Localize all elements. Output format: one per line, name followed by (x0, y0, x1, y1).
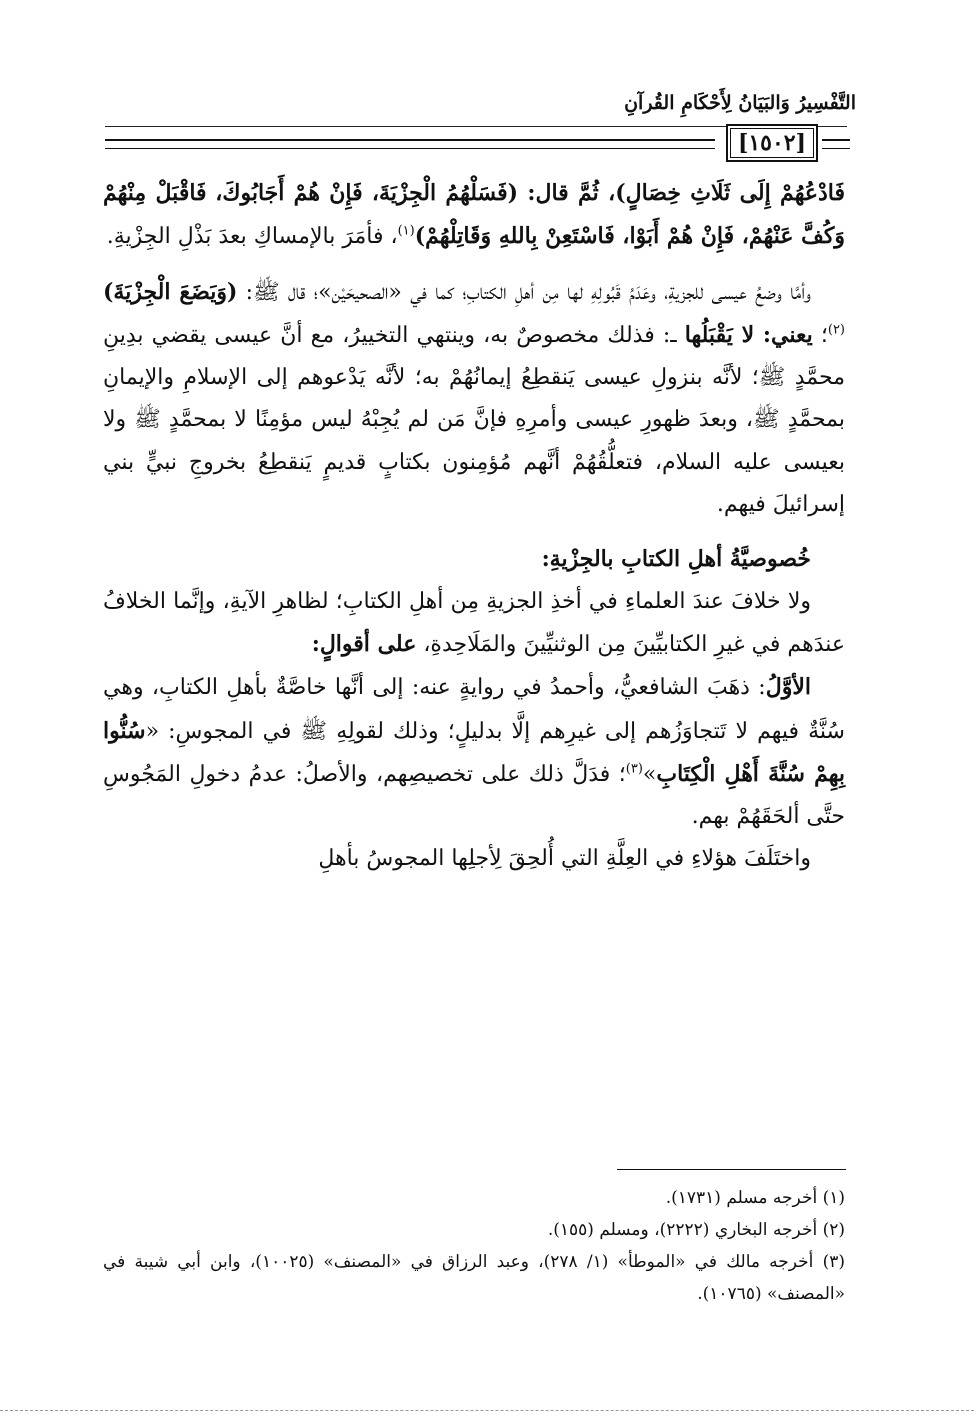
paragraph-2 (103, 271, 845, 527)
page-number: [١٥٠٢] (726, 124, 818, 162)
text-fragment: ، فأمَرَ (342, 224, 398, 250)
text-fragment: ؛ (812, 322, 828, 348)
text-fragment: وأمَّا وضعُ عيسى للجزيةِ، وعَدَمُ قَبُولِهِ لها مِن أهلِ الكتابِ؛ كما في «الصحيحَيْن»؛ قال ﷺ: (237, 279, 811, 305)
footnote-ref-2[interactable]: (٢) (827, 322, 845, 338)
footnote-ref-3[interactable]: (٣) (625, 761, 643, 777)
footnote-ref-1[interactable]: (١) (397, 223, 415, 239)
text-fragment: بالإمساكِ بعدَ بَذْلِ الجِزْيةِ. (106, 224, 336, 250)
footnote-separator (617, 1169, 846, 1170)
paragraph-5: واختَلَفَ هؤلاءِ في العِلَّةِ التي أُلحِقَ لِأجلِها المجوسُ بأهلِ (318, 846, 811, 872)
quote-line-2: فَاقْبَلْ مِنْهُمْ وَكُفَّ عَنْهُمْ، فَإِنْ هُمْ أَبَوْا، فَاسْتَعِنْ بِاللهِ وَقَاتِلْهُمْ) (103, 180, 845, 250)
text-fragment: » (642, 761, 657, 787)
opinions-label: على أقوالٍ: (311, 630, 417, 657)
footnote-3: (٣) أخرجه مالك في «الموطأ» (١/ ٢٧٨)، وعبد الرزاق في «المصنف» (١٠٠٢٥)، وابن أبي شيبة في «المصنف» (١٠٧٦٥). (103, 1252, 845, 1304)
text-fragment: ـ: فذلك مخصوصٌ به، وينتهي التخييرُ، مع أنَّ عيسى يقضي بدِينِ محمَّدٍ ﷺ؛ لأنَّه بنزولِ عيسى يَنقطِعُ إيمانُهُمْ به؛ لأنَّه يَدْعوهم إلى الإسلامِ والإيمانِ بمحمَّدٍ ﷺ، وبعدَ ظهورِ عيسى وأمرِهِ فإنَّ مَن لم يُجِبْهُ ليس مؤمِنًا لا بمحمَّدٍ ﷺ ولا بعيسى عليه السلام، فتعلُّقُهُمْ أنَّهم مُؤمِنون بكتابٍ قديمٍ يَنقطِعُ بخروجِ نبيٍّ بني إسرائيلَ فيهم. (103, 322, 845, 518)
footnotes (103, 1182, 845, 1310)
section-heading: خُصوصيَّةُ أهلِ الكتابِ بالجِزْيةِ: (541, 546, 811, 573)
running-title: التَّفْسِيرُ وَالبَيَانُ لِأَحْكَامِ القُرآنِ (624, 92, 856, 114)
page-edge-line (0, 1410, 974, 1411)
text-fragment: ولا خلافَ عندَ العلماءِ في أخذِ الجزيةِ مِن أهلِ الكتابِ؛ لظاهرِ الآيةِ، وإنَّما الخلافُ عندَهم في غيرِ الكتابيِّينَ مِن الوثنيِّينَ والمَلَاحِدةِ، (103, 588, 845, 657)
paragraph-3 (103, 581, 845, 667)
main-text (103, 172, 845, 881)
text-fragment: ؛ فدَلَّ ذلك على تخصيصِهم، والأصلُ: عدمُ دخولِ المَجُوسِ حتَّى ألحَقَهُمْ بهم. (103, 761, 845, 830)
paragraph-4 (103, 666, 845, 838)
hadith-quote: (وَيَضَعَ الْجِزْيَةَ) (103, 278, 238, 305)
paragraph-1 (103, 172, 845, 259)
footnote-2: (٢) أخرجه البخاري (٢٢٢٢)، ومسلم (١٥٥). (547, 1220, 845, 1240)
header-double-rule-right (822, 139, 850, 149)
hadith-quote: سُنُّوا بِهِمْ سُنَّةَ أَهْلِ الْكِتَابِ (103, 717, 845, 787)
explanation-bold: يعني: لا يَقْبَلُها (684, 321, 813, 348)
footnote-1: (١) أخرجه مسلم (١٧٣١). (665, 1188, 845, 1208)
quote-line-1: فَادْعُهُمْ إِلَى ثَلَاثِ خِصَالٍ)، ثُمَّ قال: (فَسَلْهُمُ الْجِزْيَةَ، فَإِنْ هُمْ أَجَابُوكَ، (215, 180, 845, 206)
text-fragment: : ذهَبَ الشافعيُّ، وأحمدُ في روايةٍ عنه: إلى أنَّها خاصَّةٌ بأهلِ الكتابِ، وهي سُنَّةٌ فيهم لا تَتجاوَزُهم إلى غيرِهم إلَّا بدليلٍ؛ وذلك لقولِهِ ﷺ في المجوسِ: « (103, 675, 845, 744)
first-opinion-label: الأوَّلُ (765, 674, 811, 701)
header-double-rule-left (105, 139, 715, 149)
